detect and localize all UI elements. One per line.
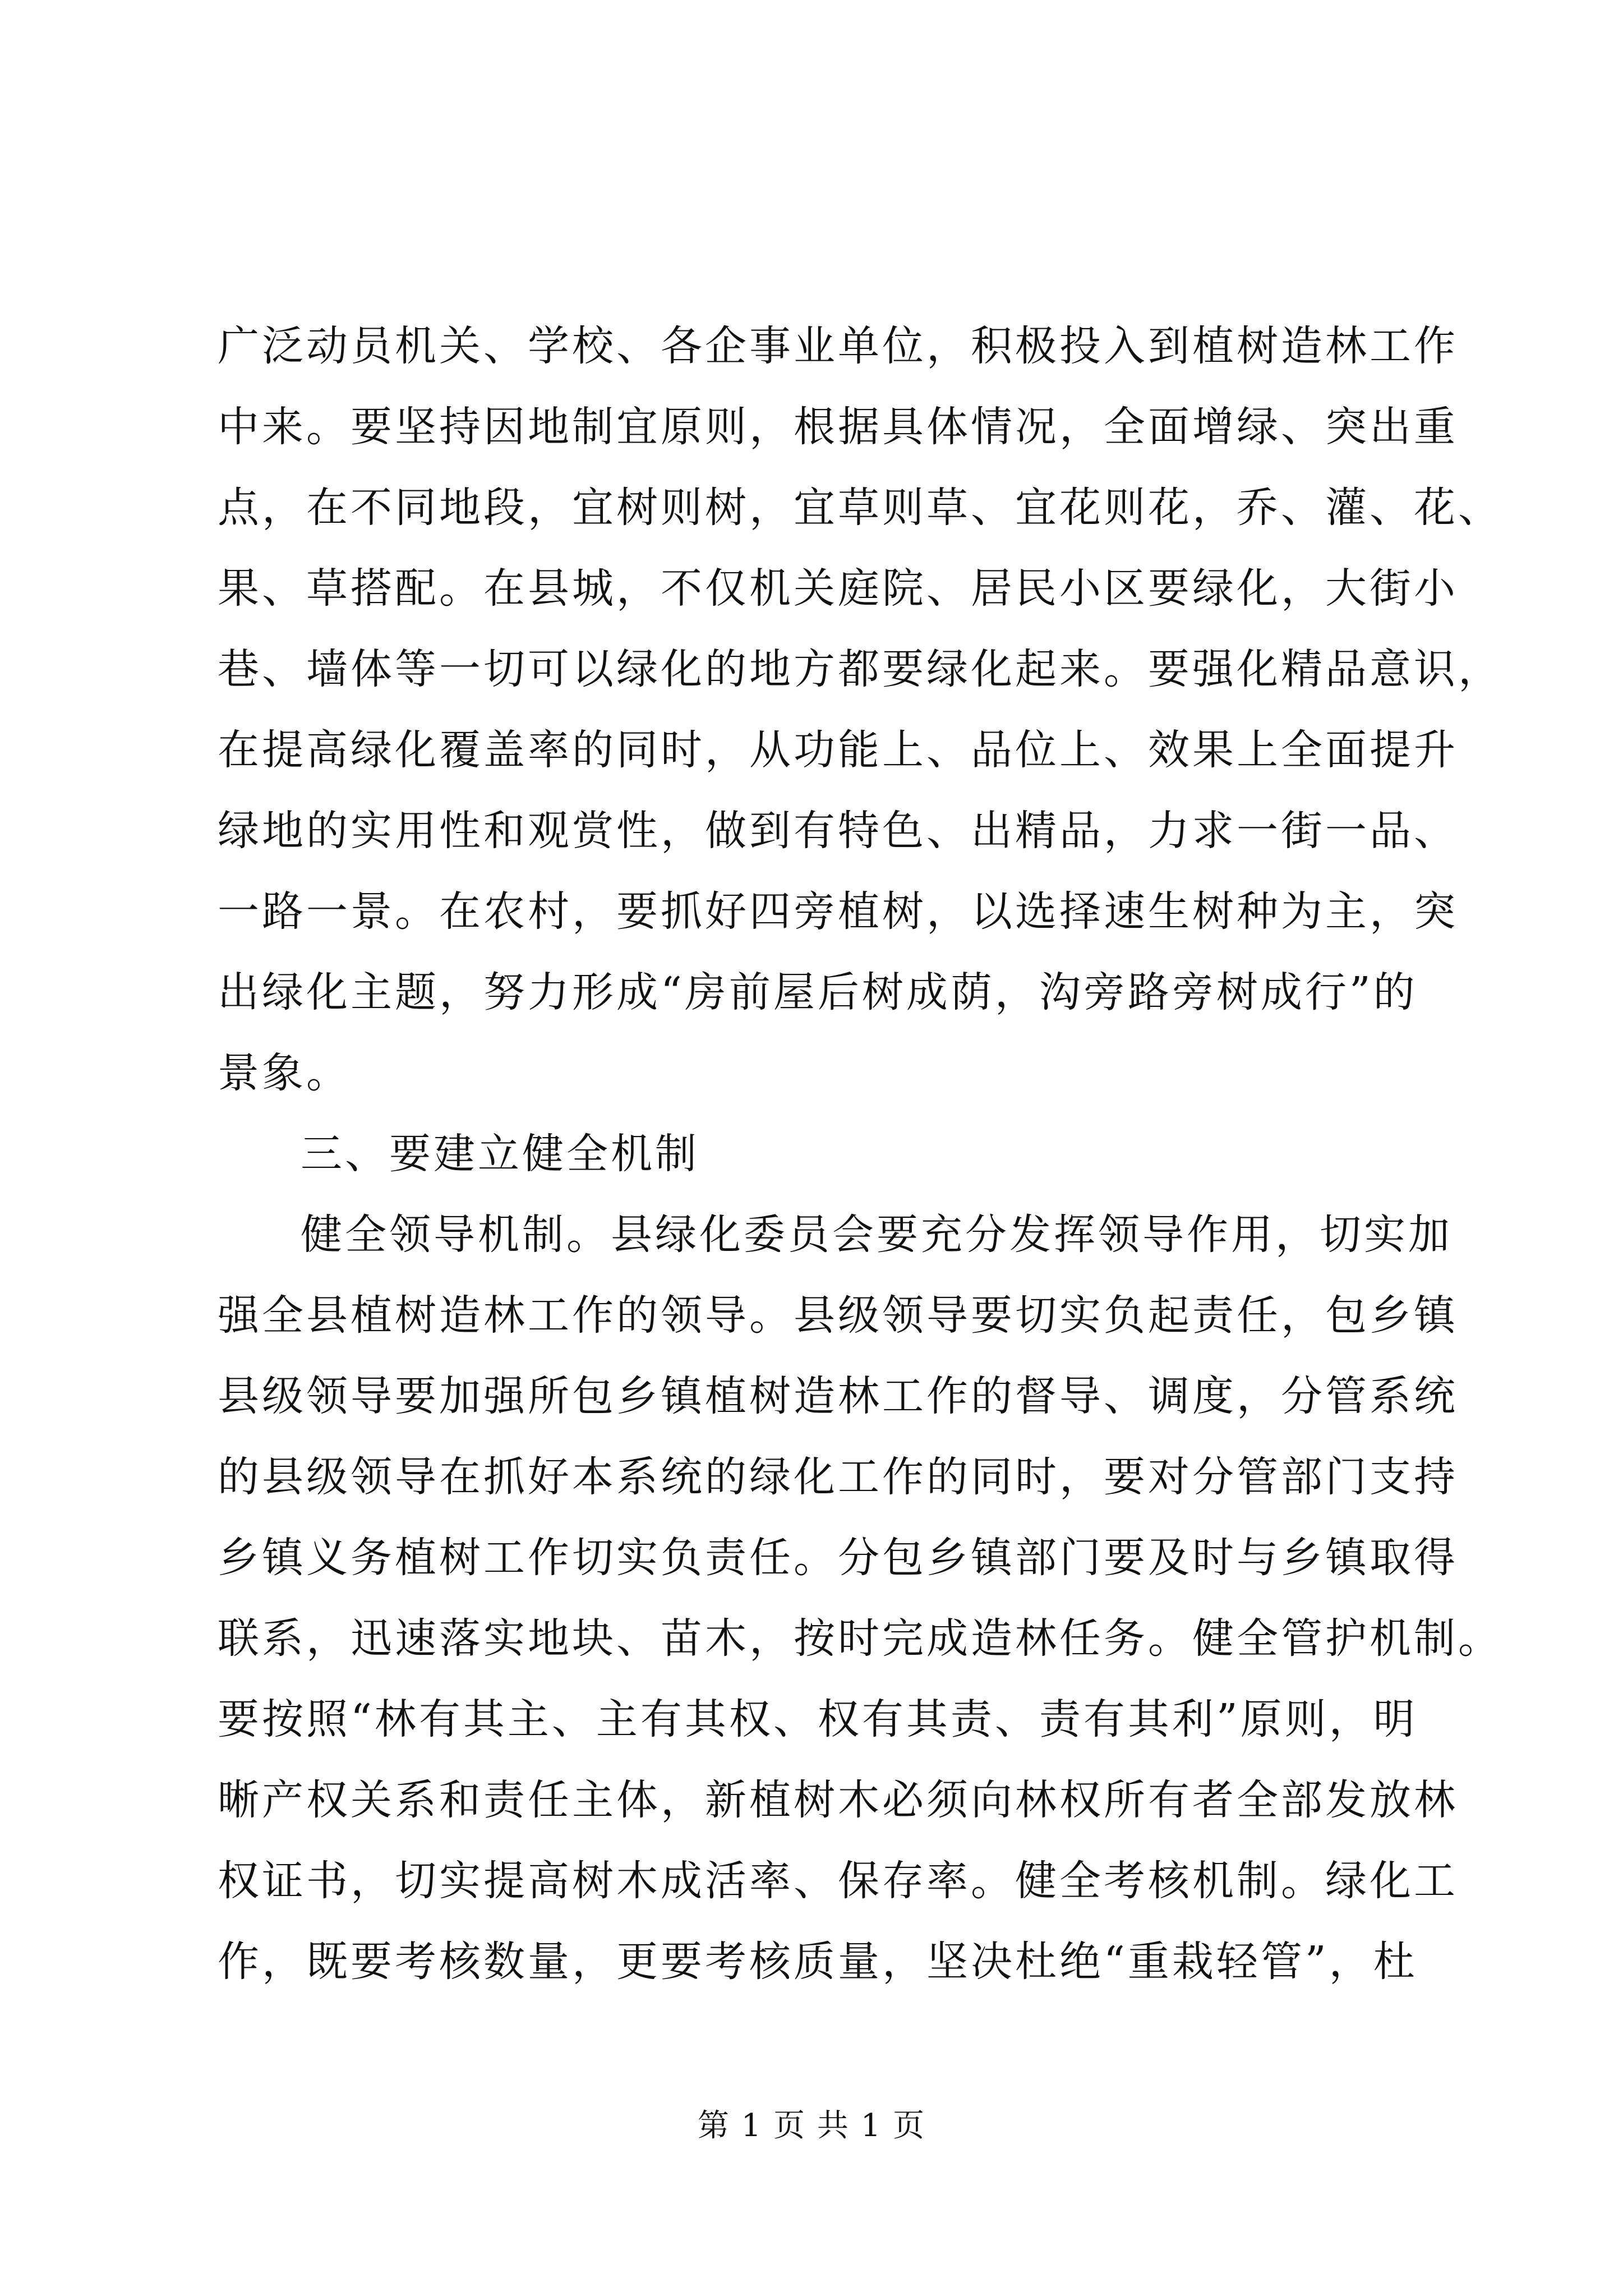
text-line: 权证书，切实提高树木成活率、保存率。健全考核机制。绿化工 — [218, 1857, 1458, 1905]
text-line: 的县级领导在抓好本系统的绿化工作的同时，要对分管部门支持 — [218, 1453, 1458, 1501]
text-line: 一路一景。在农村，要抓好四旁植树，以选择速生树种为主，突 — [218, 887, 1458, 936]
text-line: 晰产权关系和责任主体，新植树木必须向林权所有者全部发放林 — [218, 1776, 1458, 1824]
text-line: 健全领导机制。县绿化委员会要充分发挥领导作用，切实加 — [301, 1211, 1453, 1259]
section-heading: 三、要建立健全机制 — [301, 1130, 699, 1178]
text-line: 乡镇义务植树工作切实负责任。分包乡镇部门要及时与乡镇取得 — [218, 1534, 1458, 1582]
page-footer: 第 1 页 共 1 页 — [697, 2108, 926, 2144]
text-line: 联系，迅速落实地块、苗木，按时完成造林任务。健全管护机制。 — [218, 1614, 1502, 1663]
text-line: 点，在不同地段，宜树则树，宜草则草、宜花则花，乔、灌、花、 — [218, 484, 1502, 532]
text-line: 景象。 — [218, 1049, 351, 1097]
text-line: 要按照“林有其主、主有其权、权有其责、责有其利”原则，明 — [218, 1695, 1418, 1743]
text-line: 广泛动员机关、学校、各企事业单位，积极投入到植树造林工作 — [218, 322, 1458, 370]
text-line: 强全县植树造林工作的领导。县级领导要切实负起责任，包乡镇 — [218, 1291, 1458, 1340]
text-line: 县级领导要加强所包乡镇植树造林工作的督导、调度，分管系统 — [218, 1372, 1458, 1420]
text-line: 巷、墙体等一切可以绿化的地方都要绿化起来。要强化精品意识， — [218, 645, 1502, 693]
text-line: 果、草搭配。在县城，不仅机关庭院、居民小区要绿化，大街小 — [218, 564, 1458, 613]
document-body — [218, 306, 1502, 2002]
text-line: 中来。要坚持因地制宜原则，根据具体情况，全面增绿、突出重 — [218, 403, 1458, 451]
text-line: 绿地的实用性和观赏性，做到有特色、出精品，力求一街一品、 — [218, 807, 1458, 855]
text-line: 作，既要考核数量，更要考核质量，坚决杜绝“重栽轻管”，杜 — [218, 1938, 1418, 1986]
text-line: 出绿化主题，努力形成“房前屋后树成荫，沟旁路旁树成行”的 — [218, 968, 1418, 1016]
text-line: 在提高绿化覆盖率的同时，从功能上、品位上、效果上全面提升 — [218, 726, 1458, 774]
